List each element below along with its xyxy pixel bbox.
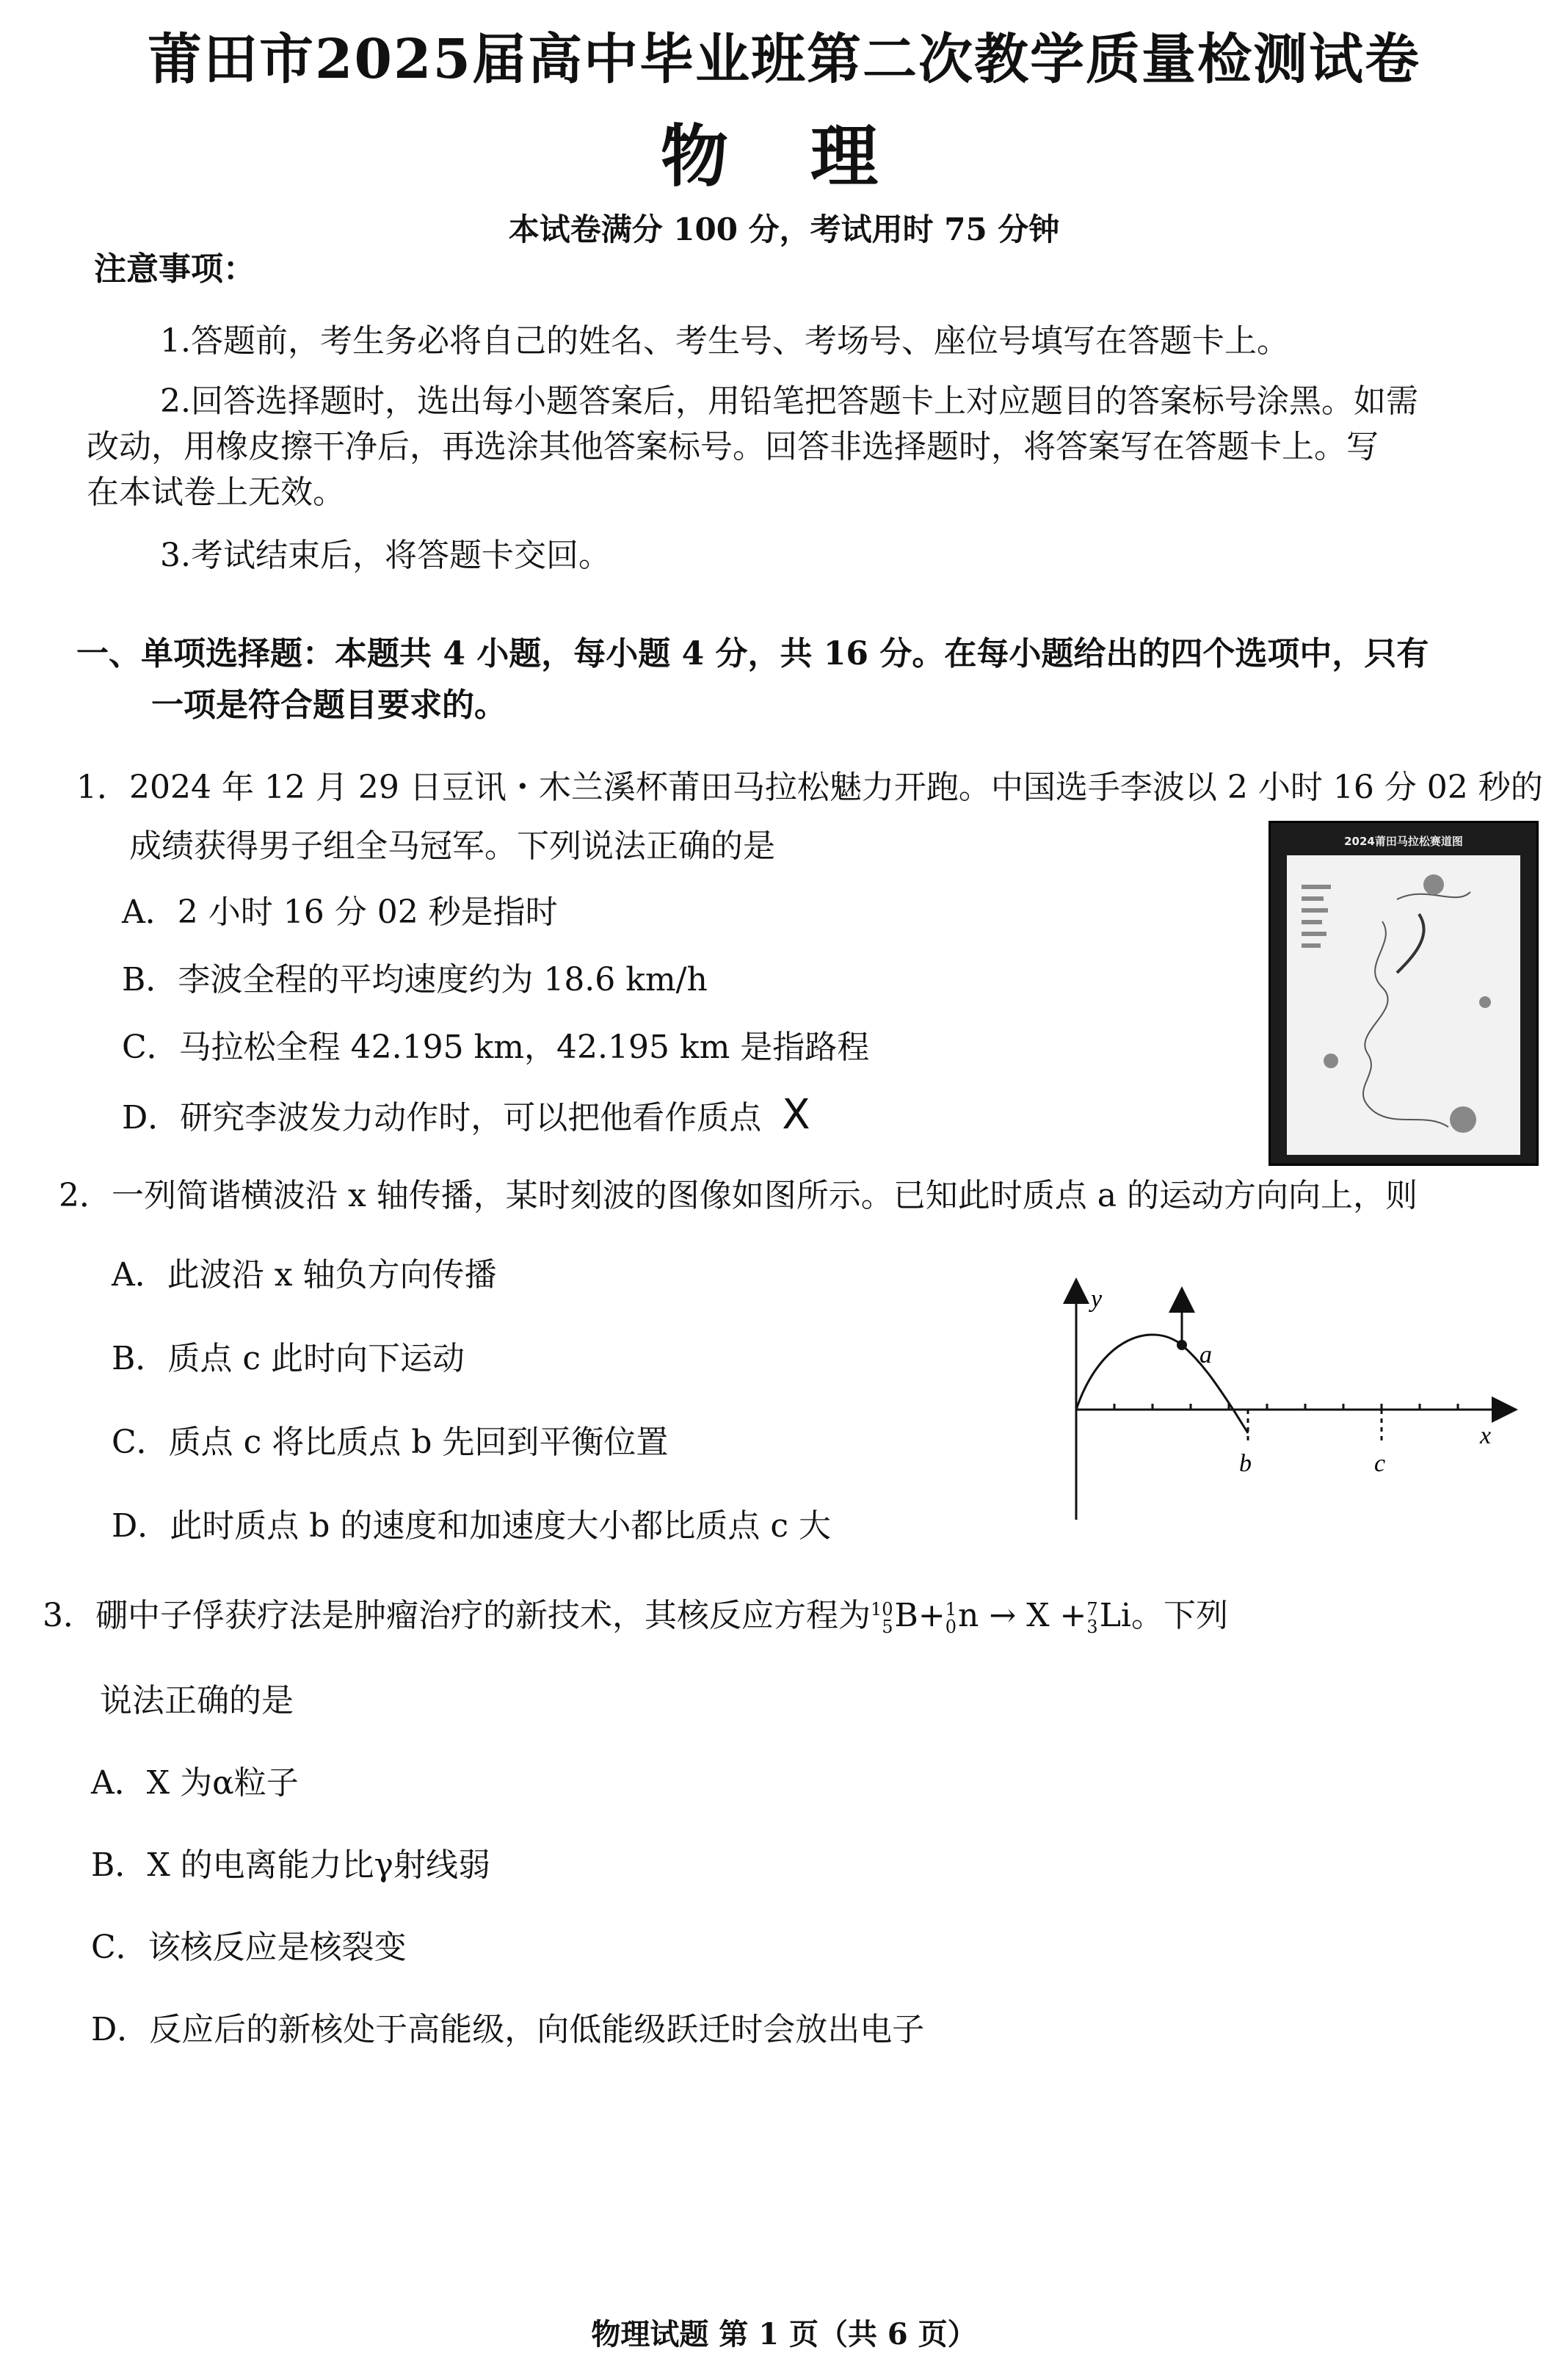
page-footer: 物理试题 第 1 页（共 6 页） (591, 2317, 977, 2352)
section-heading-line2: 一项是符合题目要求的。 (151, 686, 507, 724)
q2-option-a: A．此波沿 x 轴负方向传播 (112, 1256, 497, 1294)
neutron-symbol: n (958, 1597, 979, 1634)
q3-stem-pre: 3．硼中子俘获疗法是肿瘤治疗的新技术，其核反应方程为 (43, 1597, 871, 1634)
exam-title: 莆田市2025届高中毕业班第二次教学质量检测试卷 (148, 28, 1420, 91)
notice-item-2-line1: 2.回答选择题时，选出每小题答案后，用铅笔把答题卡上对应题目的答案标号涂黑。如需 (160, 383, 1418, 420)
q3-stem-line1: 3．硼中子俘获疗法是肿瘤治疗的新技术，其核反应方程为10 5B+1 0n → X +7 3Li。下列 (43, 1597, 1228, 1637)
q3-stem-post: 。下列 (1131, 1597, 1228, 1634)
map-title: 2024莆田马拉松赛道图 (1344, 835, 1463, 848)
wave-curve (1076, 1335, 1248, 1433)
q2-stem: 2．一列简谐横波沿 x 轴传播，某时刻波的图像如图所示。已知此时质点 a 的运动方向向上，则 (59, 1177, 1418, 1214)
q1-stem-line2: 成绩获得男子组全马冠军。下列说法正确的是 (129, 827, 775, 865)
q3-option-a: A．X 为α粒子 (91, 1764, 299, 1802)
q1-option-d-text: D．研究李波发力动作时，可以把他看作质点 (122, 1099, 762, 1136)
lithium-nuclide-numbers (1086, 1600, 1097, 1636)
q1-option-b: B．李波全程的平均速度约为 18.6 km/h (122, 961, 708, 998)
section-heading-line1: 一、单项选择题：本题共 4 小题，每小题 4 分，共 16 分。在每小题给出的四个选项中，只有 (76, 635, 1429, 672)
lithium-atomic-number: 3 (1086, 1616, 1098, 1637)
boron-symbol: B (894, 1597, 918, 1634)
boron-atomic-number: 5 (882, 1616, 893, 1637)
notice-item-2-line3: 在本试卷上无效。 (87, 474, 345, 511)
neutron-nuclide-numbers (945, 1600, 957, 1636)
wave-graph (1035, 1277, 1520, 1527)
exam-info: 本试卷满分 100 分，考试用时 75 分钟 (508, 211, 1060, 247)
map-body (1287, 855, 1520, 1155)
q3-option-b: B．X 的电离能力比γ射线弱 (91, 1846, 490, 1884)
y-axis-label: y (1091, 1286, 1103, 1313)
marathon-route-map (1268, 821, 1539, 1166)
subject-title: 物 理 (660, 117, 908, 196)
q2-option-b: B．质点 c 此时向下运动 (112, 1340, 465, 1377)
notice-item-3: 3.考试结束后，将答题卡交回。 (160, 537, 611, 574)
q3-option-d: D．反应后的新核处于高能级，向低能级跃迁时会放出电子 (91, 2011, 925, 2048)
q2-option-c: C．质点 c 将比质点 b 先回到平衡位置 (112, 1424, 669, 1461)
label-b: b (1239, 1450, 1252, 1477)
q1-option-c: C．马拉松全程 42.195 km，42.195 km 是指路程 (122, 1029, 870, 1066)
q3-stem-line2: 说法正确的是 (100, 1682, 294, 1719)
notice-heading: 注意事项： (94, 250, 255, 288)
label-c: c (1374, 1450, 1386, 1477)
lithium-symbol: Li (1099, 1597, 1131, 1634)
neutron-mass-number: 1 (945, 1598, 957, 1620)
reaction-arrow: → X + (989, 1597, 1087, 1634)
boron-mass-number: 10 (871, 1598, 893, 1620)
boron-nuclide-numbers (871, 1600, 893, 1636)
q1-option-a: A．2 小时 16 分 02 秒是指时 (122, 893, 558, 931)
q1-option-d (122, 1091, 810, 1139)
lithium-mass-number: 7 (1086, 1598, 1098, 1620)
x-axis-label: x (1480, 1422, 1492, 1449)
notice-item-1: 1.答题前，考生务必将自己的姓名、考生号、考场号、座位号填写在答题卡上。 (160, 322, 1289, 360)
notice-item-2-line2: 改动，用橡皮擦干净后，再选涂其他答案标号。回答非选择题时，将答案写在答题卡上。写 (87, 428, 1379, 465)
q3-option-c: C．该核反应是核裂变 (91, 1929, 407, 1966)
route-drawing (1287, 855, 1520, 1155)
q2-option-d: D．此时质点 b 的速度和加速度大小都比质点 c 大 (112, 1507, 832, 1545)
q1-stem-line1: 1．2024 年 12 月 29 日豆讯・木兰溪杯莆田马拉松魅力开跑。中国选手李波以 2 小时 16 分 02 秒的 (76, 769, 1543, 806)
label-a: a (1199, 1341, 1212, 1368)
handwritten-mark: X (782, 1091, 810, 1139)
neutron-atomic-number: 0 (945, 1616, 957, 1637)
